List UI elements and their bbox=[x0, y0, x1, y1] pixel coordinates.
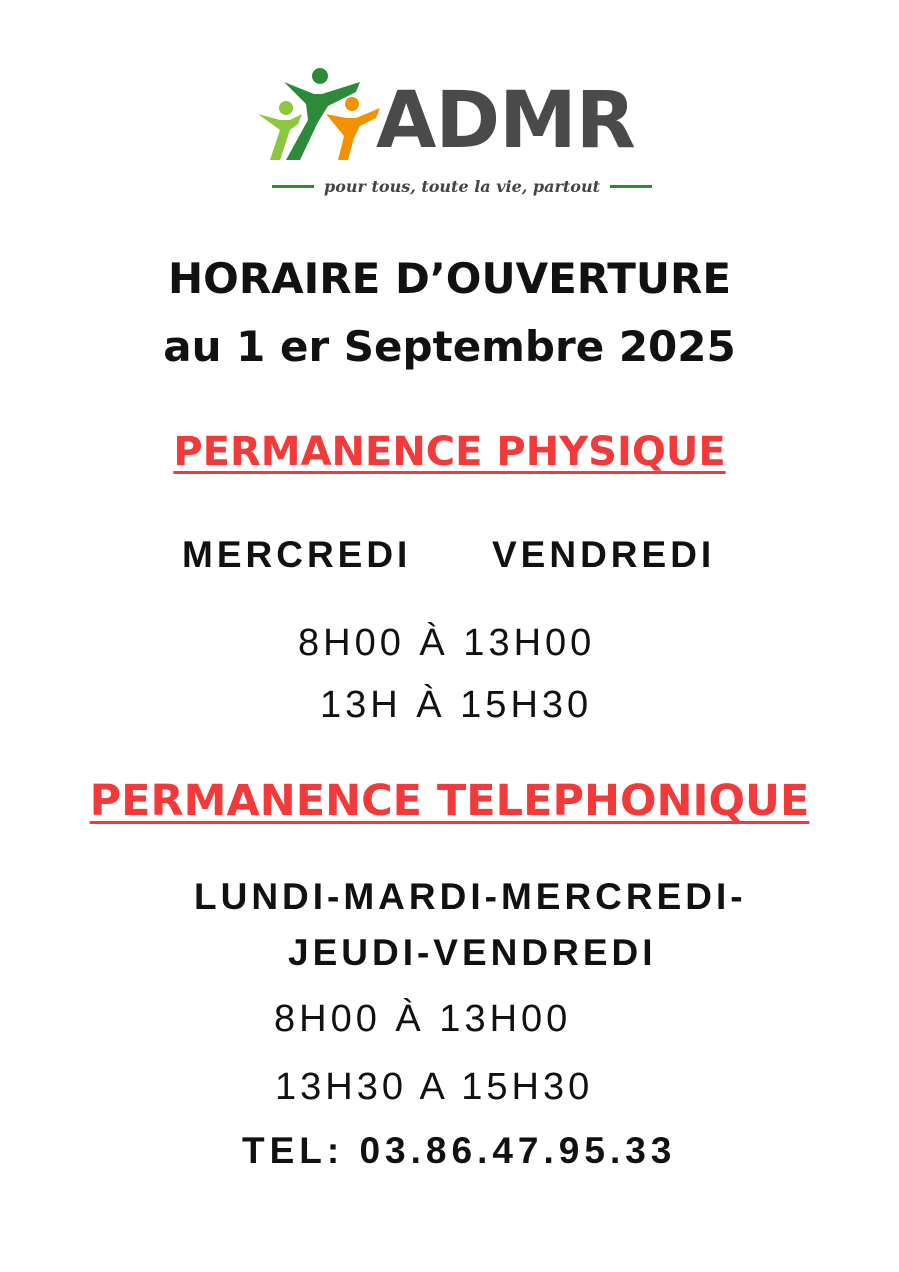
tagline-left-rule bbox=[272, 185, 314, 188]
admr-people-icon bbox=[256, 64, 381, 164]
tel-hours-1: 8H00 À 13H00 bbox=[274, 998, 572, 1040]
heading-physique: PERMANENCE PHYSIQUE bbox=[173, 429, 726, 475]
tagline-right-rule bbox=[610, 185, 652, 188]
physique-hours-1: 8H00 À 13H00 bbox=[298, 622, 596, 664]
tel-days-line-2: JEUDI-VENDREDI bbox=[288, 932, 657, 973]
tagline-row bbox=[272, 176, 652, 196]
title-line-2: au 1 er Septembre 2025 bbox=[163, 322, 736, 371]
physique-hours-2: 13H À 15H30 bbox=[320, 684, 593, 726]
brand-wordmark: ADMR bbox=[376, 76, 635, 166]
heading-telephonique: PERMANENCE TELEPHONIQUE bbox=[89, 776, 810, 826]
tel-hours-2: 13H30 A 15H30 bbox=[275, 1066, 594, 1108]
day-mercredi: MERCREDI bbox=[182, 534, 412, 575]
day-vendredi: VENDREDI bbox=[492, 534, 716, 575]
title-line-1: HORAIRE D’OUVERTURE bbox=[167, 254, 732, 303]
phone-number: TEL: 03.86.47.95.33 bbox=[242, 1130, 677, 1171]
tel-days-line-1: LUNDI-MARDI-MERCREDI- bbox=[194, 876, 747, 917]
tagline: pour tous, toute la vie, partout bbox=[324, 176, 600, 196]
admr-logo bbox=[256, 64, 656, 204]
